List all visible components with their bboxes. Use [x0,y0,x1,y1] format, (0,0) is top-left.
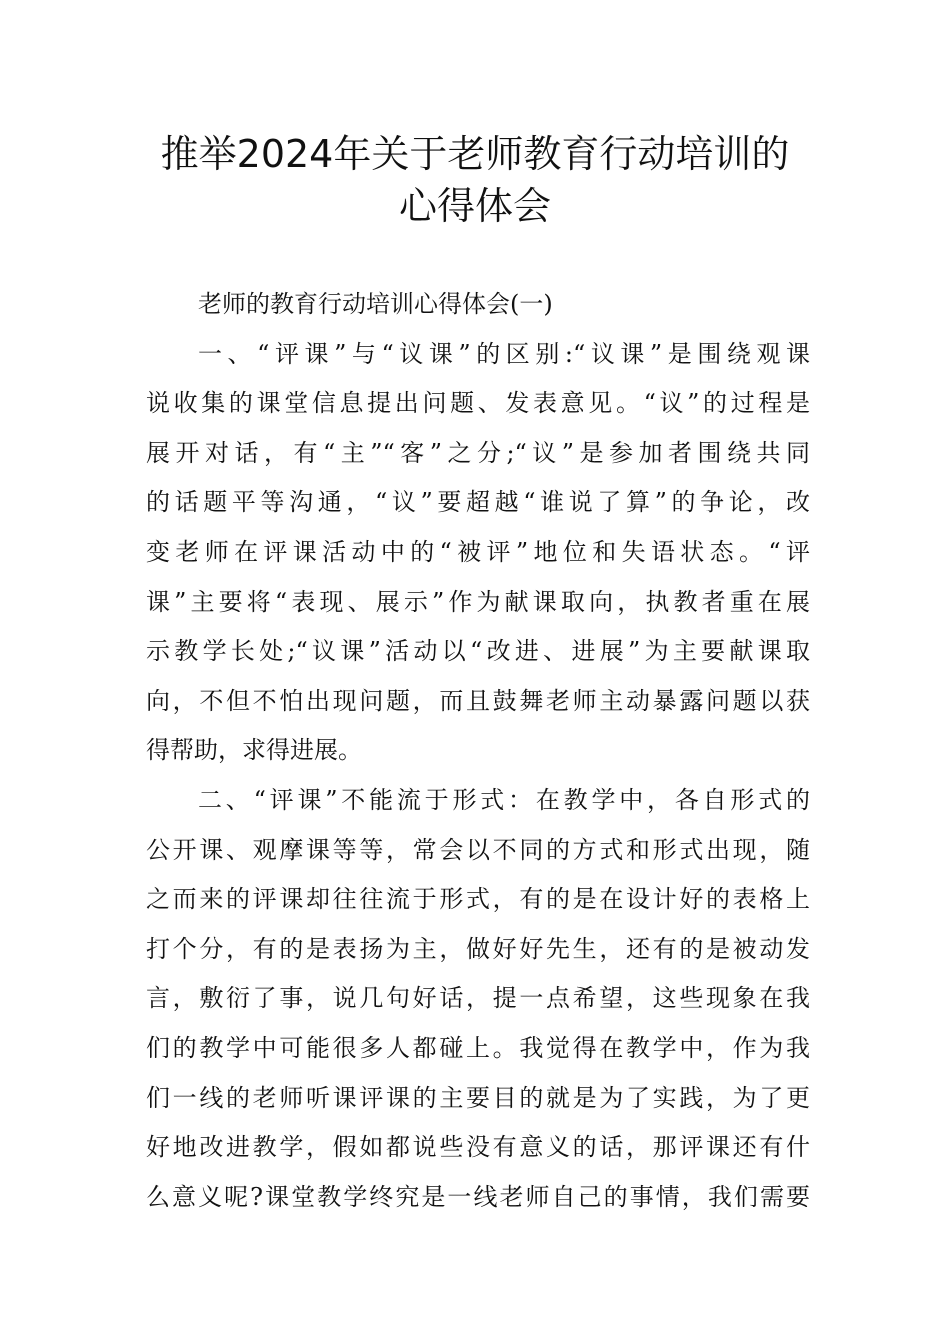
paragraph-2-line-2: 公开课、观摩课等等，常会以不同的方式和形式出现，随 [146,835,810,864]
paragraph-2-line-4: 打个分，有的是表扬为主，做好好先生，还有的是被动发 [146,934,810,963]
paragraph-2-line-9: 么意义呢?课堂教学终究是一线老师自己的事情，我们需要 [146,1182,810,1211]
paragraph-2-line-1: 二、“评课”不能流于形式：在教学中，各自形式的 [198,785,810,814]
title-line-1: 推举2024年关于老师教育行动培训的 [160,132,790,176]
paragraph-2-line-3: 之而来的评课却往往流于形式，有的是在设计好的表格上 [146,885,810,914]
paragraph-1-line-5: 变老师在评课活动中的“被评”地位和失语状态。“评 [146,537,810,566]
paragraph-1-line-2: 说收集的课堂信息提出问题、发表意见。“议”的过程是 [146,389,810,418]
paragraph-2-line-8: 好地改进教学，假如都说些没有意义的话，那评课还有什 [146,1133,810,1162]
paragraph-1-line-1: 一、“评课”与“议课”的区别:“议课”是围绕观课 [198,339,810,368]
title-line-2: 心得体会 [398,184,551,228]
document-title [0,128,950,232]
paragraph-1-line-4: 的话题平等沟通，“议”要超越“谁说了算”的争论，改 [146,488,810,517]
paragraph-1-line-6: 课”主要将“表现、展示”作为献课取向，执教者重在展 [146,587,810,616]
paragraph-2-line-5: 言，敷衍了事，说几句好话，提一点希望，这些现象在我 [146,984,810,1013]
paragraph-2-line-6: 们的教学中可能很多人都碰上。我觉得在教学中，作为我 [146,1033,810,1062]
paragraph-1-line-3: 展开对话，有“主”“客”之分;“议”是参加者围绕共同 [146,438,810,467]
paragraph-1-line-7: 示教学长处;“议课”活动以“改进、进展”为主要献课取 [146,637,810,666]
document-body [146,280,810,1222]
paragraph-2-line-7: 们一线的老师听课评课的主要目的就是为了实践，为了更 [146,1083,810,1112]
section-heading: 老师的教育行动培训心得体会(一) [198,290,553,318]
paragraph-1-line-8: 向，不但不怕出现问题，而且鼓舞老师主动暴露问题以获 [146,686,810,715]
paragraph-1-line-9: 得帮助，求得进展。 [146,736,362,765]
